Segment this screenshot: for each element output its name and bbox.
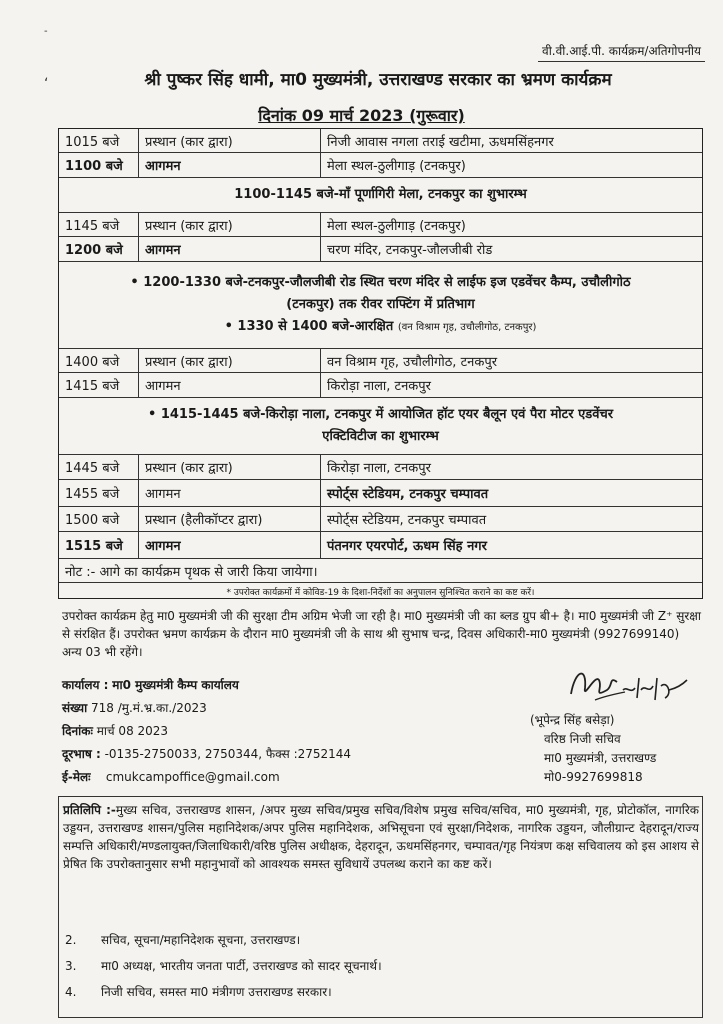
row-time: 1400 बजे	[59, 349, 139, 372]
office-details	[62, 674, 462, 789]
copy-item: 3. मा0 अध्यक्ष, भारतीय जनता पार्टी, उत्तराखण्ड को सादर सूचनार्थ।	[65, 959, 382, 973]
row-time: 1500 बजे	[59, 507, 139, 531]
event-row	[59, 262, 702, 348]
classification-label: वी.वी.आई.पी. कार्यक्रम/अतिगोपनीय	[538, 40, 705, 62]
handwritten-signature	[565, 660, 695, 710]
row-mode: प्रस्थान (कार द्वारा)	[139, 129, 321, 152]
row-time: 1100 बजे	[59, 153, 139, 177]
event-row	[59, 178, 702, 213]
row-place: किरोड़ा नाला, टनकपुर	[327, 461, 431, 476]
copy-item: 2. सचिव, सूचना/महानिदेशक सूचना, उत्तराखण्ड।	[65, 933, 301, 947]
schedule-row	[59, 532, 702, 559]
program-date: दिनांक 09 मार्च 2023 (गुरूवार)	[258, 106, 465, 125]
row-place: स्पोर्ट्स स्टेडियम, टनकपुर चम्पावत	[327, 513, 487, 528]
event-text: 1100-1145 बजे-माँ पूर्णागिरी मेला, टनकपुर का शुभारम्भ	[234, 187, 527, 202]
office-line: कार्यालय : मा0 मुख्यमंत्री कैम्प कार्यालय	[62, 678, 239, 692]
document-title: श्री पुष्कर सिंह धामी, मा0 मुख्यमंत्री, उत्तराखण्ड सरकार का भ्रमण कार्यक्रम	[144, 70, 612, 90]
row-place: किरोड़ा नाला, टनकपुर	[327, 379, 431, 394]
row-time: 1415 बजे	[59, 373, 139, 397]
schedule-row	[59, 480, 702, 507]
schedule-row	[59, 348, 702, 373]
covid-note-text: * उपरोक्त कार्यक्रमों में कोविड-19 के दिशा-निर्देशों का अनुपालन सुनिश्चित कराने का कष्ट करें।	[226, 587, 535, 598]
number-line: संख्या 718 /मु.मं.भ्र.का./2023	[62, 701, 207, 715]
row-time: 1515 बजे	[59, 532, 139, 558]
row-time: 1015 बजे	[59, 129, 139, 152]
row-mode: आगमन	[139, 237, 321, 261]
row-place: चरण मंदिर, टनकपुर-जौलजीबी रोड	[327, 243, 493, 258]
date-line: दिनांकः मार्च 08 2023	[62, 724, 169, 738]
copy-to-section	[58, 796, 703, 1018]
event-text: (टनकपुर) तक रीवर राफ्टिंग में प्रतिभाग	[286, 296, 475, 312]
schedule-row	[59, 129, 702, 153]
row-time: 1145 बजे	[59, 213, 139, 236]
schedule-row	[59, 213, 702, 237]
row-time: 1455 बजे	[59, 480, 139, 506]
signatory-mobile: मो0-9927699818	[544, 770, 643, 784]
row-place: मेला स्थल-ठुलीगाड़ (टनकपुर)	[327, 218, 466, 234]
row-place: वन विश्राम गृह, उचौलीगोठ, टनकपुर	[327, 354, 498, 370]
scan-mark: ‘	[44, 76, 49, 92]
scan-mark: -	[44, 26, 48, 37]
event-row	[59, 398, 702, 455]
note-text: नोट :- आगे का कार्यक्रम पृथक से जारी किया जायेगा।	[65, 564, 318, 580]
signatory-office: मा0 मुख्यमंत्री, उत्तराखण्ड	[544, 751, 657, 765]
row-place: पंतनगर एयरपोर्ट, ऊधम सिंह नगर	[327, 539, 487, 554]
copy-to-main: प्रतिलिपि :-मुख्य सचिव, उत्तराखण्ड शासन, /अपर मुख्य सचिव/प्रमुख सचिव/विशेष प्रमुख सचिव/सचिव, मा0 मुख्यमंत्री, गृह, प्रोटोकॉल, नागरिक उड्डयन, उत्तराखण्ड शासन/पुलिस महानिदेशक/अपर पुलिस महानिदेशक, अभिसूचना एवं सुरक्षा/निदेशक, नागरिक उड्डयन, जौलीग्रान्ट देहरादून/राज्य सम्पत्ति अधिकारी/मण्डलायुक्त/जिलाधिकारी/वरिष्ठ पुलिस अधीक्षक, देहरादून, ऊधमसिंहनगर, चम्पावत/गृह नियंत्रण कक्ष सचिवालय को इस आशय से प्रेषित कि उपरोक्तानुसार सभी महानुभावों को आवश्यक समस्त सुविधायें उपलब्ध कराने का कष्ट करें।	[63, 803, 699, 871]
row-place: निजी आवास नगला तराई खटीमा, ऊधमसिंहनगर	[327, 134, 554, 150]
schedule-row	[59, 455, 702, 480]
security-paragraph: उपरोक्त कार्यक्रम हेतु मा0 मुख्यमंत्री जी की सुरक्षा टीम अग्रिम भेजी जा रही है। मा0 मुख्यमंत्री जी का ब्लड ग्रुप बी+ है। मा0 मुख्यमंत्री जी Z⁺ सुरक्षा से संरक्षित हैं। उपरोक्त भ्रमण कार्यक्रम के दौरान मा0 मुख्यमंत्री जी के साथ श्री सुभाष चन्द्र, दिवस अधिकारी-मा0 मुख्यमंत्री (9927699140) अन्य 03 भी रहेंगे।	[62, 609, 701, 659]
copy-item: 4. निजी सचिव, समस्त मा0 मंत्रीगण उत्तराखण्ड सरकार।	[65, 985, 332, 999]
schedule-row	[59, 237, 702, 262]
schedule-row	[59, 373, 702, 398]
phone-line: दूरभाष : -0135-2750033, 2750344, फैक्स :2752144	[62, 747, 352, 761]
row-mode: प्रस्थान (कार द्वारा)	[139, 349, 321, 372]
row-mode: आगमन	[139, 153, 321, 177]
event-text: एक्टिविटीज का शुभारम्भ	[322, 429, 439, 444]
schedule-row	[59, 507, 702, 532]
email-line: ई-मेलः cmukcampoffice@gmail.com	[62, 770, 280, 784]
row-mode: आगमन	[139, 373, 321, 397]
row-place: स्पोर्ट्स स्टेडियम, टनकपुर चम्पावत	[327, 487, 489, 502]
row-mode: प्रस्थान (कार द्वारा)	[139, 213, 321, 236]
row-time: 1200 बजे	[59, 237, 139, 261]
schedule-row	[59, 153, 702, 178]
event-text: • 1330 से 1400 बजे-आरक्षित (वन विश्राम गृह, उचौलीगोठ, टनकपुर)	[224, 318, 537, 334]
row-mode: प्रस्थान (कार द्वारा)	[139, 455, 321, 479]
row-time: 1445 बजे	[59, 455, 139, 479]
row-mode: आगमन	[139, 532, 321, 558]
event-text: • 1415-1445 बजे-किरोड़ा नाला, टनकपुर में आयोजित हॉट एयर बैलून एवं पैरा मोटर एडवेंचर	[147, 407, 614, 422]
event-text: • 1200-1330 बजे-टनकपुर-जौलजीबी रोड स्थित चरण मंदिर से लाईफ इज एडवेंचर कैम्प, उचौलीगोठ	[130, 274, 631, 290]
row-place: मेला स्थल-ठुलीगाड़ (टनकपुर)	[327, 159, 466, 174]
signature-block	[530, 711, 705, 787]
note-row	[59, 559, 702, 583]
row-mode: आगमन	[139, 480, 321, 506]
covid-note-row	[59, 583, 702, 599]
signatory-post: वरिष्ठ निजी सचिव	[544, 732, 621, 746]
row-mode: प्रस्थान (हैलीकॉप्टर द्वारा)	[139, 507, 321, 531]
signatory-name: (भूपेन्द्र सिंह बसेड़ा)	[530, 713, 615, 727]
schedule-table	[58, 128, 703, 599]
